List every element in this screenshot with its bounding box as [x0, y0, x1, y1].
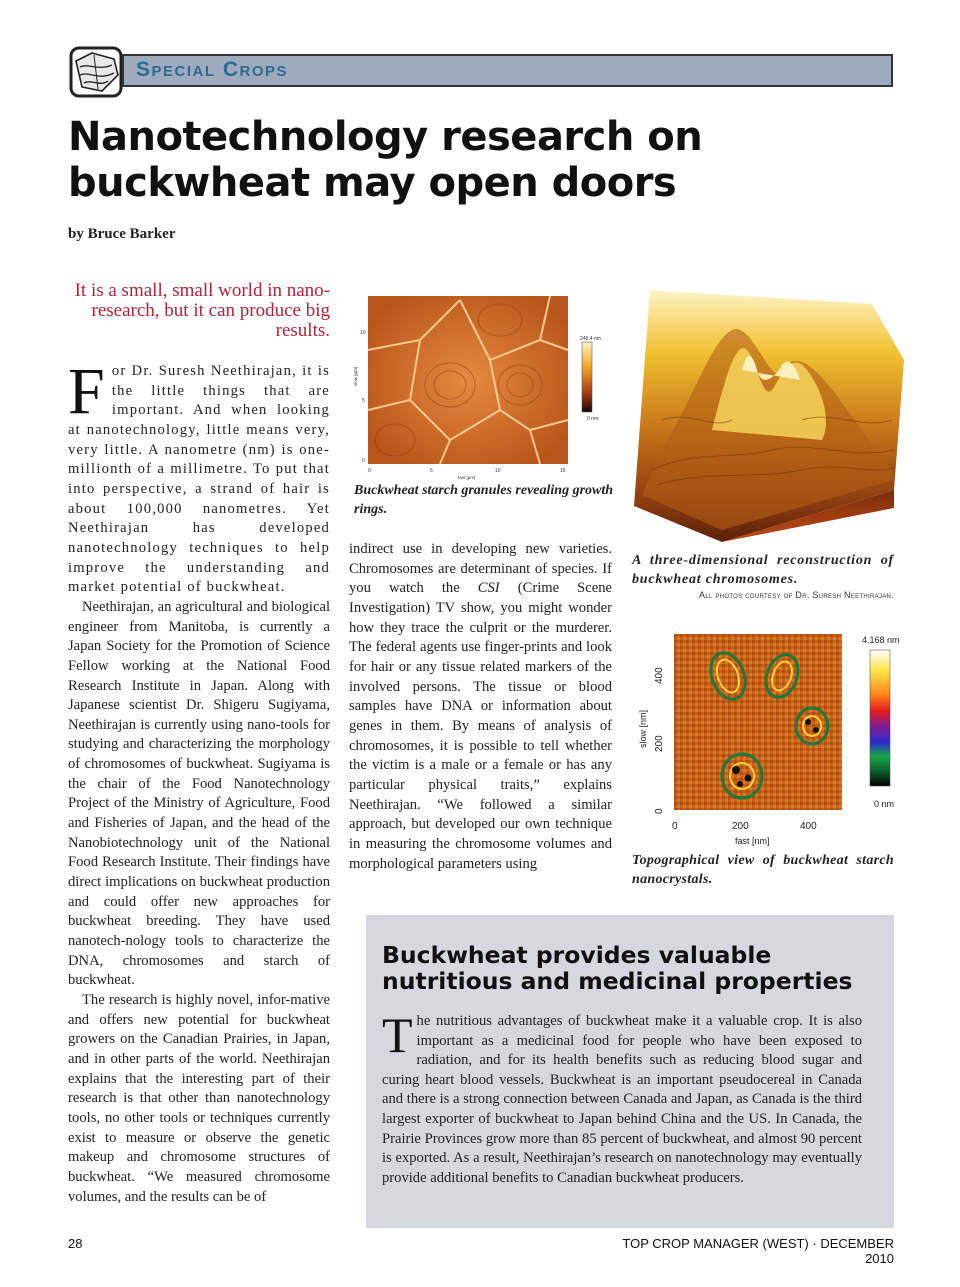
x-axis-label: fast [nm]: [735, 836, 770, 846]
paragraph-italic: CSI: [477, 580, 500, 597]
figure-caption: Buckwheat starch granules revealing growth rings.: [354, 483, 614, 517]
y-tick: 5: [362, 398, 365, 404]
starch-granules-image: [350, 290, 612, 480]
x-tick: 0: [368, 468, 371, 474]
article-column-2: [349, 540, 612, 874]
scale-min-label: 0 nm: [587, 416, 599, 422]
x-tick: 0: [672, 821, 678, 832]
paragraph: Neethirajan, an agricultural and biological engineer from Manitoba, is currently a Japan Society for the Promotion of Science Fellow working at the National Food Research Institute in Japan. Along with Japanese scientist Dr. Shigeru Sugiyama, Neethirajan is currently using nano-tools for studying and characterizing the morphology of chromosomes of buckwheat. Sugiyama is the chair of the Food Nanotechnology Project of the Ministry of Agriculture, Food and Fisheries of Japan, and the head of the Nanobiotechnology unit of the National Food Research Institute. Their findings have direct implications on buckwheat production and could offer new approaches for buckwheat breeding. They have used nanotech-nology tools to characterize the DNA, chromosomes and starch of buckwheat.: [68, 598, 330, 989]
y-tick: 10: [360, 330, 366, 336]
nanocrystals-image: [632, 628, 900, 848]
figure-caption: Topographical view of buckwheat starch nanocrystals.: [632, 853, 894, 887]
paragraph-text: (Crime Scene Investigation) TV show, you might wonder how they trace the culprit or the murderer. The federal agents use finger-prints and look for hair or any tissue related markers of the involved persons. The tissue or blood samples have DNA or information about genes in them. By means of analysis of chromosomes, it is possible to tell whether the victim is a male or a female or has any particular physical traits,” explains Neethirajan. “We followed a similar approach, but developed our own technique in measuring the chromosome volumes and morphological parameters using: [349, 580, 612, 872]
sidebar-body: [382, 1007, 862, 1188]
sidebar-title: Buckwheat provides valuable nutritious and medicinal properties: [382, 941, 853, 995]
scale-max-label: 4.168 nm: [862, 635, 900, 645]
scale-min-label: 0 nm: [874, 799, 895, 809]
paragraph-text: or Dr. Suresh Neethirajan, it is the little things that are important. And when looking at nanotechnology, little means very, very little. A nanometre (nm) is one-millionth of a millimetre. To put that into perspective, a strand of hair is about 100,000 nanometres. Yet Neethirajan has developed nanotechnology techniques to help improve the understanding and market potential of buckwheat.: [68, 363, 330, 596]
photo-credit: All photos courtesy of Dr. Suresh Neethirajan.: [699, 590, 894, 600]
sidebar-text: he nutritious advantages of buckwheat make it a valuable crop. It is also important as a medicinal food for people who have been exposed to radiation, and for its health benefits such as reducing blood sugar and curing heart blood vessels. Buckwheat is an important pseudocereal in Canada and there is a strong connection between Canada and Japan, as Canada is the third largest exporter of buckwheat to Japan behind China and the US. In Canada, the Prairie Provinces grow more than 85 percent of buckwheat, and almost 90 percent is exported. As a result, Neethirajan’s research on nanotechnology may eventually provide additional benefits to Canadian buckwheat producers.: [382, 1013, 862, 1186]
y-axis-label: slow [µm]: [353, 366, 358, 386]
x-tick: 15: [560, 468, 566, 474]
section-label: Special Crops: [136, 58, 289, 81]
y-axis-label: slow [nm]: [638, 709, 648, 748]
scale-max-label: 246.4 nm: [580, 336, 601, 342]
chromosome-3d-image: [632, 280, 904, 542]
y-tick: 0: [654, 808, 665, 814]
page-number: 28: [68, 1236, 83, 1251]
drop-cap: F: [68, 355, 106, 428]
y-tick: 0: [362, 458, 365, 464]
paragraph-text: indirect use in developing new varieties. Chromosomes are determinant of species. If you watch the: [349, 541, 612, 597]
map-logo-icon: [68, 45, 124, 99]
x-tick: 200: [732, 821, 749, 832]
y-tick: 400: [654, 667, 665, 684]
x-tick: 400: [800, 821, 817, 832]
article-column-1: [68, 355, 330, 1207]
paragraph: [68, 355, 330, 598]
x-axis-label: fast [µm]: [458, 475, 476, 480]
publication-footer: TOP CROP MANAGER (WEST) · DECEMBER 2010: [622, 1236, 894, 1266]
paragraph: [349, 540, 612, 874]
x-tick: 10: [495, 468, 501, 474]
drop-cap: T: [382, 1007, 413, 1063]
figure-caption: A three-dimensional reconstruction of buckwheat chromosomes.: [632, 553, 894, 587]
byline: by Bruce Barker: [68, 226, 176, 242]
paragraph: The research is highly novel, infor-mative and offers new potential for buckwheat growers on the Canadian Prairies, in Japan, and in other parts of the world. Neethirajan explains that the interesting part of their research is that other than nanotechnology tools, no other tools or techniques currently exist to measure or observe the genetic makeup and chromosome structures of buckwheat. “We measured chromosome volumes, and the results can be of: [68, 992, 330, 1205]
pullquote: It is a small, small world in nano-research, but it can produce big results.: [74, 280, 330, 341]
y-tick: 200: [654, 735, 665, 752]
article-headline: Nanotechnology research on buckwheat may open doors: [68, 114, 703, 206]
x-tick: 5: [430, 468, 433, 474]
